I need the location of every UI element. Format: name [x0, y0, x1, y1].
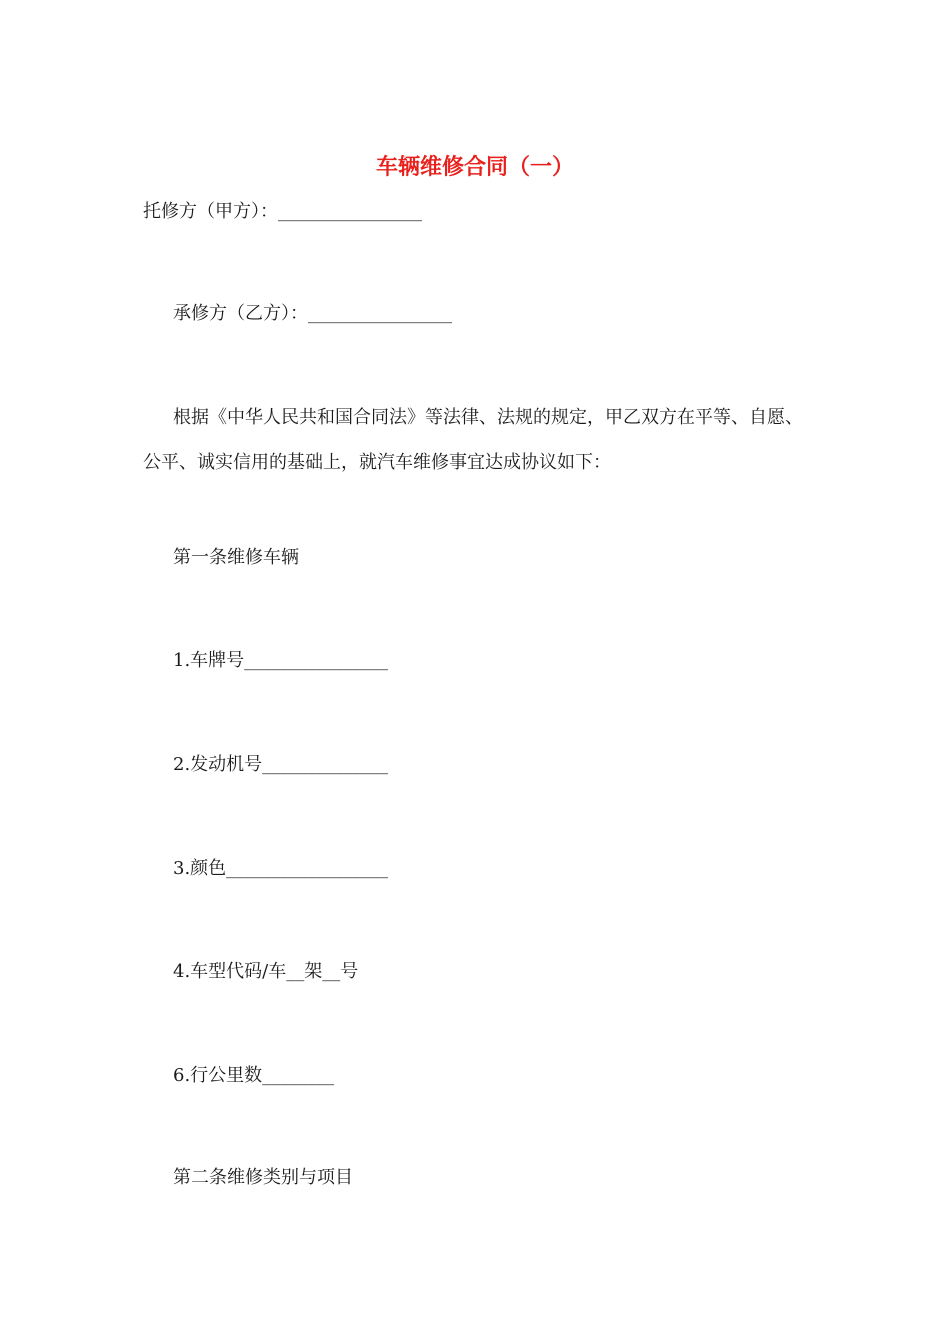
article-1-item-plate: 1.车牌号________________: [173, 650, 389, 671]
article-1-item-engine: 2.发动机号______________: [173, 754, 389, 775]
article-1-item-mileage: 6.行公里数________: [173, 1065, 335, 1086]
intro-paragraph: 根据《中华人民共和国合同法》等法律、法规的规定，甲乙双方在平等、自愿、公平、诚实信用的基础上，就汽车维修事宜达成协议如下：: [143, 407, 803, 473]
document-title: 车辆维修合同（一）: [375, 155, 574, 180]
article-2-heading: 第二条维修类别与项目: [173, 1167, 353, 1188]
party-a-line: 托修方（甲方）：________________: [143, 201, 422, 222]
article-1-heading: 第一条维修车辆: [173, 547, 299, 568]
party-b-line: 承修方（乙方）：________________: [173, 303, 452, 324]
article-1-item-model: 4.车型代码/车__架__号: [173, 961, 359, 982]
article-1-item-color: 3.颜色__________________: [173, 858, 389, 879]
